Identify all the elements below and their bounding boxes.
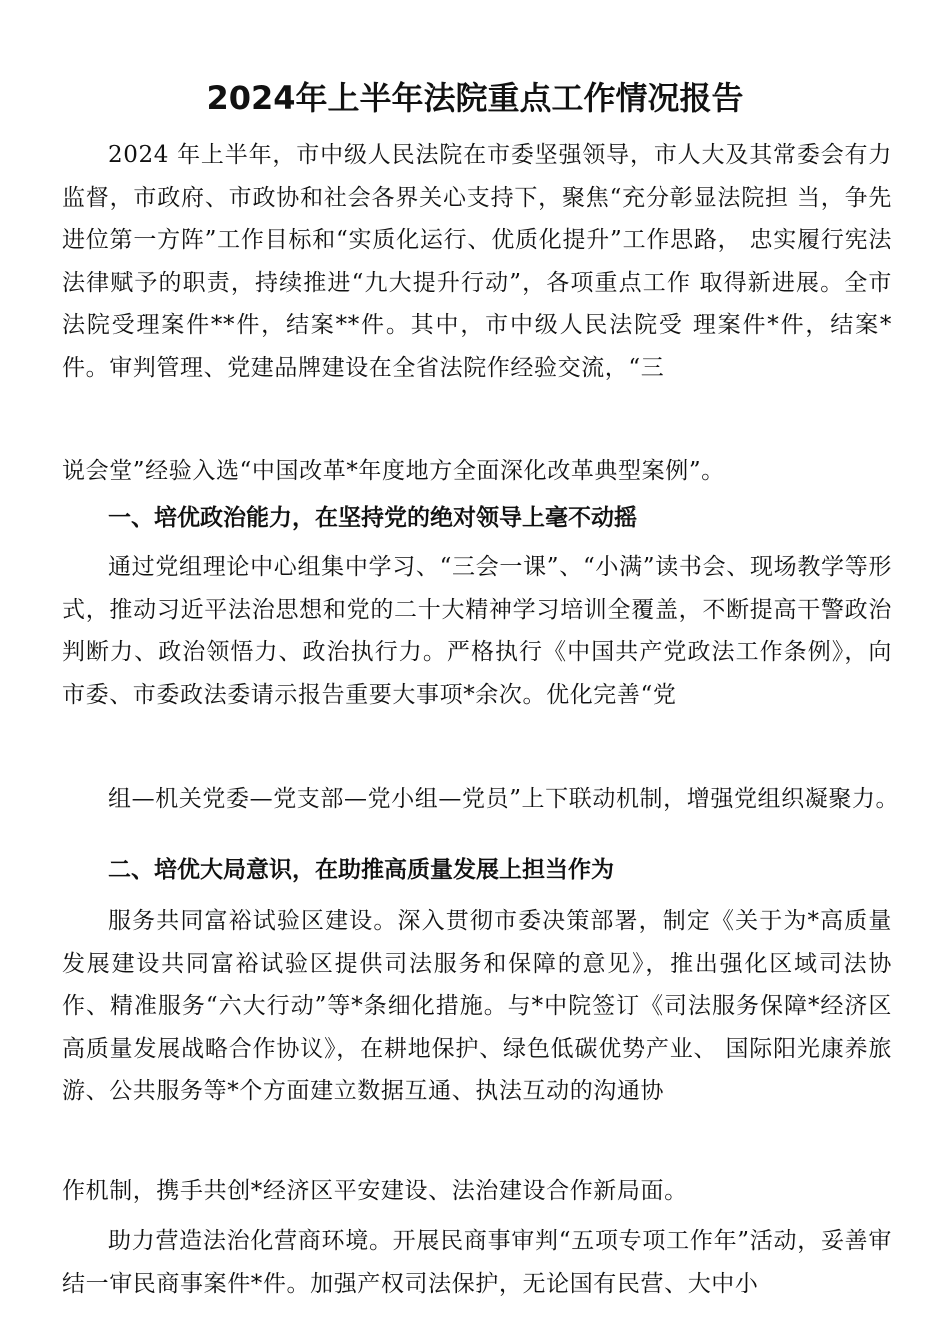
section-heading-2: 二、培优大局意识，在助推高质量发展上担当作为: [108, 857, 614, 883]
intro-paragraph-continued: 说会堂”经验入选“中国改革*年度地方全面深化改革典型案例”。: [62, 458, 725, 484]
section2-paragraph-2: 助力营造法治化营商环境。开展民商事审判“五项专项工作年”活动，妥善审结一审民商事案件*件。加强产权司法保护，无论国有民营、大中小: [62, 1228, 892, 1297]
section-heading-1: 一、培优政治能力，在坚持党的绝对领导上毫不动摇: [108, 505, 637, 531]
section1-paragraph-continued: 组—机关党委—党支部—党小组—党员”上下联动机制，增强党组织凝聚力。: [108, 786, 900, 812]
intro-paragraph: 2024 年上半年，市中级人民法院在市委坚强领导，市人大及其常委会有力监督，市政府、市政协和社会各界关心支持下，聚焦“充分彰显法院担 当，争先进位第一方阵”工作目标和“实质化运行、优质化提升”工作思路， 忠实履行宪法法律赋予的职责，持续推进“九大提升行动”，各项重点工作 取得新进展。全市法院受理案件**件，结案**件。其中，市中级人民法院受 理案件*件，结案*件。审判管理、党建品牌建设在全省法院作经验交流，“三: [62, 142, 892, 381]
section1-paragraph: 通过党组理论中心组集中学习、“三会一课”、“小满”读书会、现场教学等形式，推动习近平法治思想和党的二十大精神学习培训全覆盖，不断提高干警政治判断力、政治领悟力、政治执行力。严格执行《中国共产党政法工作条例》，向市委、市委政法委请示报告重要大事项*余次。优化完善“党: [62, 554, 892, 708]
section2-paragraph-1-continued: 作机制，携手共创*经济区平安建设、法治建设合作新局面。: [62, 1178, 688, 1204]
section2-paragraph-1: 服务共同富裕试验区建设。深入贯彻市委决策部署，制定《关于为*高质量发展建设共同富裕试验区提供司法服务和保障的意见》，推出强化区域司法协作、精准服务“六大行动”等*条细化措施。与*中院签订《司法服务保障*经济区高质量发展战略合作协议》，在耕地保护、绿色低碳优势产业、 国际阳光康养旅游、公共服务等*个方面建立数据互通、执法互动的沟通协: [62, 908, 892, 1104]
document-title: 2024年上半年法院重点工作情况报告: [206, 79, 744, 117]
